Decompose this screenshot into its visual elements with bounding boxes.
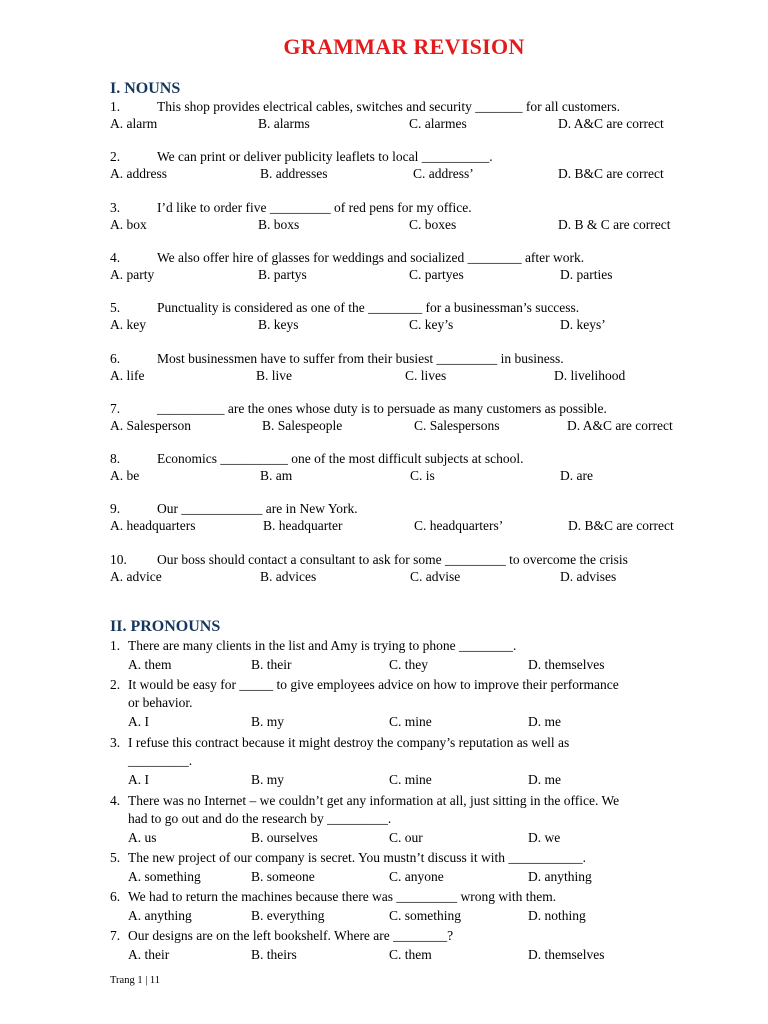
question-text: Economics __________ one of the most difficult subjects at school.: [157, 451, 524, 467]
question-number: 8.: [110, 451, 121, 467]
answer-option: C. something: [389, 908, 462, 923]
answer-option: A. Salesperson: [110, 417, 191, 433]
answer-option: A. box: [110, 216, 147, 232]
answer-option: C. alarmes: [409, 116, 467, 131]
question-number: 5.: [110, 300, 121, 316]
answer-option: C. they: [389, 657, 428, 672]
answer-option: A. alarm: [110, 116, 158, 131]
question-text: or behavior.: [128, 695, 193, 710]
answer-option: B. partys: [258, 266, 307, 282]
answer-option: B. everything: [251, 908, 325, 923]
section-heading-nouns: I. NOUNS: [110, 80, 181, 97]
answer-option: C. lives: [405, 367, 447, 383]
answer-option: B. my: [251, 772, 285, 787]
answer-option: D. themselves: [528, 947, 605, 962]
answer-option: B. my: [251, 714, 285, 729]
answer-option: D. livelihood: [554, 367, 626, 383]
question-text: Most businessmen have to suffer from their busiest _________ in business.: [157, 350, 564, 366]
answer-option: B. boxs: [258, 216, 300, 232]
answer-option: B. their: [251, 657, 292, 672]
question-number: 4.: [110, 793, 121, 808]
answer-option: D. B&C are correct: [558, 166, 664, 182]
answer-option: A. something: [128, 869, 201, 884]
answer-option: D. themselves: [528, 657, 605, 672]
answer-option: A. key: [110, 317, 146, 333]
question-text: Our boss should contact a consultant to ask for some _________ to overcome the crisis: [157, 551, 628, 567]
answer-option: C. is: [410, 468, 435, 484]
answer-option: A. them: [128, 657, 172, 672]
question-number: 9.: [110, 501, 121, 517]
question-text: Punctuality is considered as one of the ________ for a businessman’s success.: [157, 300, 580, 316]
answer-option: D. parties: [560, 266, 613, 282]
answer-option: A. be: [110, 468, 140, 484]
question-text: Our designs are on the left bookshelf. Where are ________?: [128, 928, 454, 943]
question-number: 6.: [110, 350, 121, 366]
question-text: We had to return the machines because there was _________ wrong with them.: [128, 889, 557, 904]
question-text: I’d like to order five _________ of red pens for my office.: [157, 199, 472, 215]
answer-option: A. advice: [110, 568, 162, 584]
answer-option: C. Salespersons: [414, 417, 500, 433]
question-number: 6.: [110, 889, 121, 904]
question-text: Our ____________ are in New York.: [157, 501, 358, 517]
page-footer: Trang 1 | 11: [110, 975, 161, 986]
question-text: We can print or deliver publicity leaflets to local __________.: [157, 149, 493, 165]
answer-option: A. address: [110, 166, 167, 182]
answer-option: C. mine: [389, 772, 432, 787]
answer-option: B. addresses: [260, 166, 328, 182]
question-number: 5.: [110, 850, 121, 865]
answer-option: A. their: [128, 947, 170, 962]
question-number: 2.: [110, 677, 121, 692]
answer-option: C. mine: [389, 714, 432, 729]
answer-option: D. A&C are correct: [567, 417, 673, 433]
answer-option: A. us: [128, 830, 157, 845]
answer-option: C. our: [389, 830, 423, 845]
answer-option: C. address’: [413, 166, 474, 182]
answer-option: B. alarms: [258, 116, 310, 131]
page-title: GRAMMAR REVISION: [283, 34, 525, 59]
question-number: 4.: [110, 249, 121, 265]
section-heading-pronouns: II. PRONOUNS: [110, 618, 221, 635]
question-number: 7.: [110, 928, 121, 943]
answer-option: C. headquarters’: [414, 518, 504, 534]
question-number: 3.: [110, 199, 121, 215]
question-number: 1.: [110, 99, 121, 114]
answer-option: A. headquarters: [110, 518, 196, 534]
question-number: 7.: [110, 400, 121, 416]
answer-option: C. them: [389, 947, 432, 962]
question-number: 3.: [110, 735, 121, 750]
answer-option: A. anything: [128, 908, 192, 923]
answer-option: A. party: [110, 266, 155, 282]
answer-option: D. B & C are correct: [558, 216, 671, 232]
answer-option: D. keys’: [560, 317, 606, 333]
question-text: It would be easy for _____ to give employees advice on how to improve their performance: [128, 677, 619, 692]
answer-option: A. life: [110, 367, 145, 383]
answer-option: B. advices: [260, 568, 317, 584]
question-text: There are many clients in the list and Amy is trying to phone ________.: [128, 638, 517, 653]
answer-option: B. theirs: [251, 947, 297, 962]
question-number: 10.: [110, 551, 127, 567]
answer-option: B. live: [256, 367, 292, 383]
answer-option: D. me: [528, 714, 561, 729]
question-number: 2.: [110, 149, 121, 165]
answer-option: B. headquarter: [263, 518, 343, 534]
answer-option: C. boxes: [409, 216, 457, 232]
answer-option: A. I: [128, 772, 149, 787]
answer-option: D. nothing: [528, 908, 586, 923]
answer-option: D. anything: [528, 869, 592, 884]
question-text: I refuse this contract because it might destroy the company’s reputation as well as: [128, 735, 570, 750]
answer-option: B. someone: [251, 869, 315, 884]
answer-option: B. Salespeople: [262, 417, 343, 433]
answer-option: C. partyes: [409, 266, 464, 282]
answer-option: B. ourselves: [251, 830, 318, 845]
question-text: The new project of our company is secret. You mustn’t discuss it with ___________.: [128, 850, 586, 865]
answer-option: A. I: [128, 714, 149, 729]
question-text: had to go out and do the research by _________.: [128, 811, 392, 826]
question-number: 1.: [110, 638, 121, 653]
answer-option: D. me: [528, 772, 561, 787]
answer-option: C. key’s: [409, 317, 454, 333]
answer-option: B. keys: [258, 317, 299, 333]
question-text: _________.: [128, 753, 193, 768]
answer-option: D. A&C are correct: [558, 116, 664, 131]
question-text: __________ are the ones whose duty is to persuade as many customers as possible.: [157, 400, 607, 416]
answer-option: B. am: [260, 468, 293, 484]
answer-option: D. advises: [560, 568, 617, 584]
answer-option: C. advise: [410, 568, 461, 584]
question-text: We also offer hire of glasses for weddings and socialized ________ after work.: [157, 249, 585, 265]
question-text: This shop provides electrical cables, switches and security _______ for all customers.: [157, 99, 621, 114]
answer-option: D. we: [528, 830, 561, 845]
answer-option: D. are: [560, 468, 593, 484]
answer-option: C. anyone: [389, 869, 444, 884]
question-text: There was no Internet – we couldn’t get any information at all, just sitting in the office. We: [128, 793, 620, 808]
answer-option: D. B&C are correct: [568, 518, 674, 534]
